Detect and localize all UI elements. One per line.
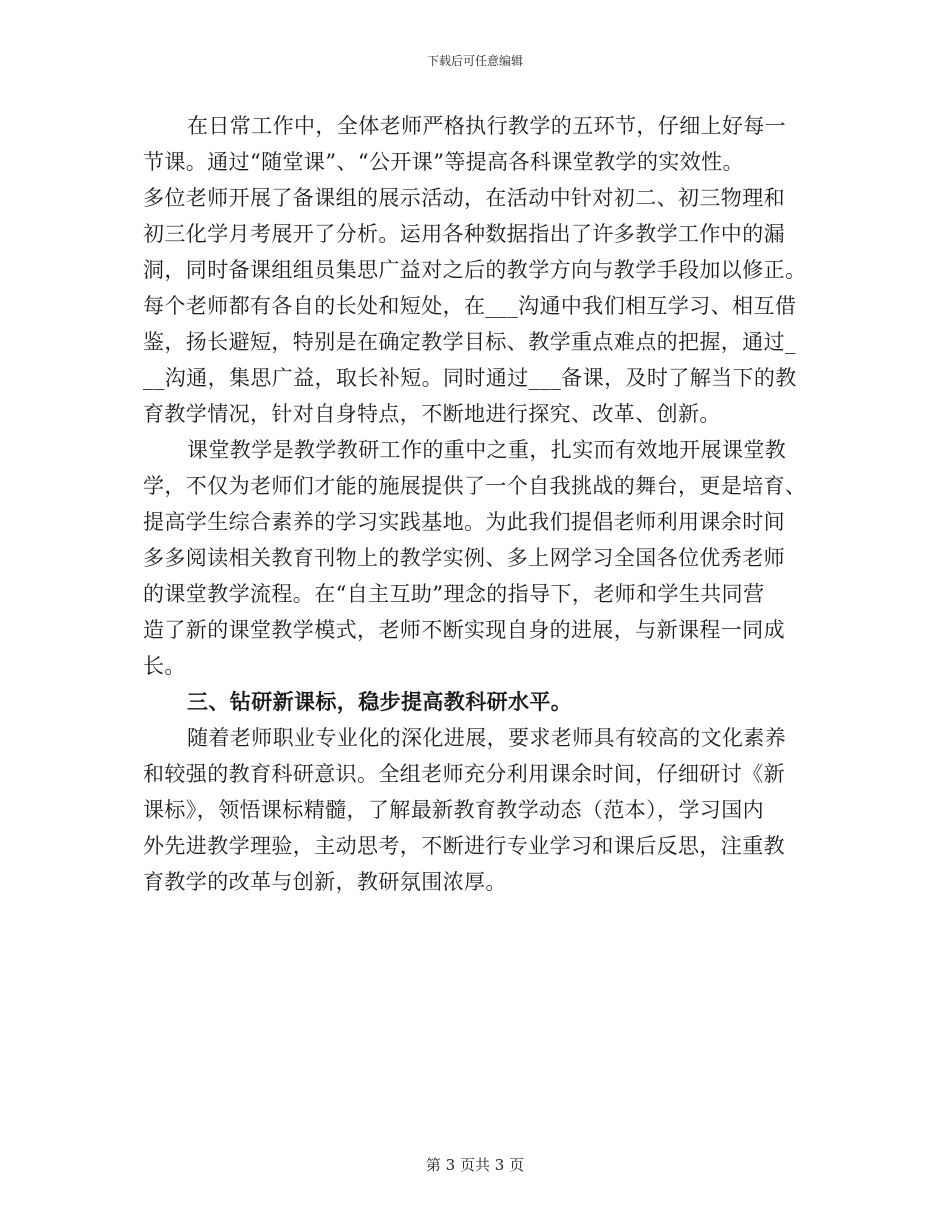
paragraph-line: 育教学的改革与创新，教研氛围浓厚。 xyxy=(143,870,507,894)
page-footer: 第 3 页共 3 页 xyxy=(425,1156,525,1174)
paragraph-line: 节课。通过“随堂课”、“公开课”等提高各科课堂教学的实效性。 xyxy=(143,150,744,174)
paragraph-line: 长。 xyxy=(143,654,186,678)
paragraph-line: 课标》，领悟课标精髓，了解最新教育教学动态（范本），学习国内 xyxy=(143,798,764,822)
paragraph-line: 学，不仅为老师们才能的施展提供了一个自我挑战的舞台，更是培育、 xyxy=(143,474,807,498)
paragraph-line: 洞，同时备课组组员集思广益对之后的教学方向与教学手段加以修正。 xyxy=(143,258,807,282)
document-body xyxy=(143,108,807,900)
paragraph-line: 初三化学月考展开了分析。运用各种数据指出了许多教学工作中的漏 xyxy=(143,222,785,246)
paragraph-line: 和较强的教育科研意识。全组老师充分利用课余时间，仔细研讨《新 xyxy=(143,762,785,786)
paragraph-line: 多多阅读相关教育刊物上的教学实例、多上网学习全国各位优秀老师 xyxy=(143,546,785,570)
paragraph-line: 造了新的课堂教学模式，老师不断实现自身的进展，与新课程一同成 xyxy=(143,618,785,642)
paragraph-line: 随着老师职业专业化的深化进展，要求老师具有较高的文化素养 xyxy=(187,726,787,750)
paragraph-line: 多位老师开展了备课组的展示活动，在活动中针对初二、初三物理和 xyxy=(143,186,785,210)
paragraph-line: 每个老师都有各自的长处和短处，在___沟通中我们相互学习、相互借 xyxy=(143,294,797,318)
page-header: 下载后可任意编辑 xyxy=(426,54,523,68)
paragraph-line: 课堂教学是教学教研工作的重中之重，扎实而有效地开展课堂教 xyxy=(187,438,787,462)
paragraph-line: 外先进教学理验，主动思考，不断进行专业学习和课后反思，注重教 xyxy=(143,834,785,858)
paragraph-line: 的课堂教学流程。在“自主互助”理念的指导下，老师和学生共同营 xyxy=(143,582,765,606)
section-heading: 三、钻研新课标，稳步提高教科研水平。 xyxy=(187,689,573,714)
paragraph-line: 提高学生综合素养的学习实践基地。为此我们提倡老师利用课余时间 xyxy=(143,510,785,534)
paragraph-line: 鉴，扬长避短，特别是在确定教学目标、教学重点难点的把握，通过_ xyxy=(143,330,796,354)
paragraph-line: 育教学情况，针对自身特点，不断地进行探究、改革、创新。 xyxy=(143,402,721,426)
paragraph-line: 在日常工作中，全体老师严格执行教学的五环节，仔细上好每一 xyxy=(187,114,787,138)
paragraph-line: __沟通，集思广益，取长补短。同时通过___备课，及时了解当下的教 xyxy=(143,366,797,390)
